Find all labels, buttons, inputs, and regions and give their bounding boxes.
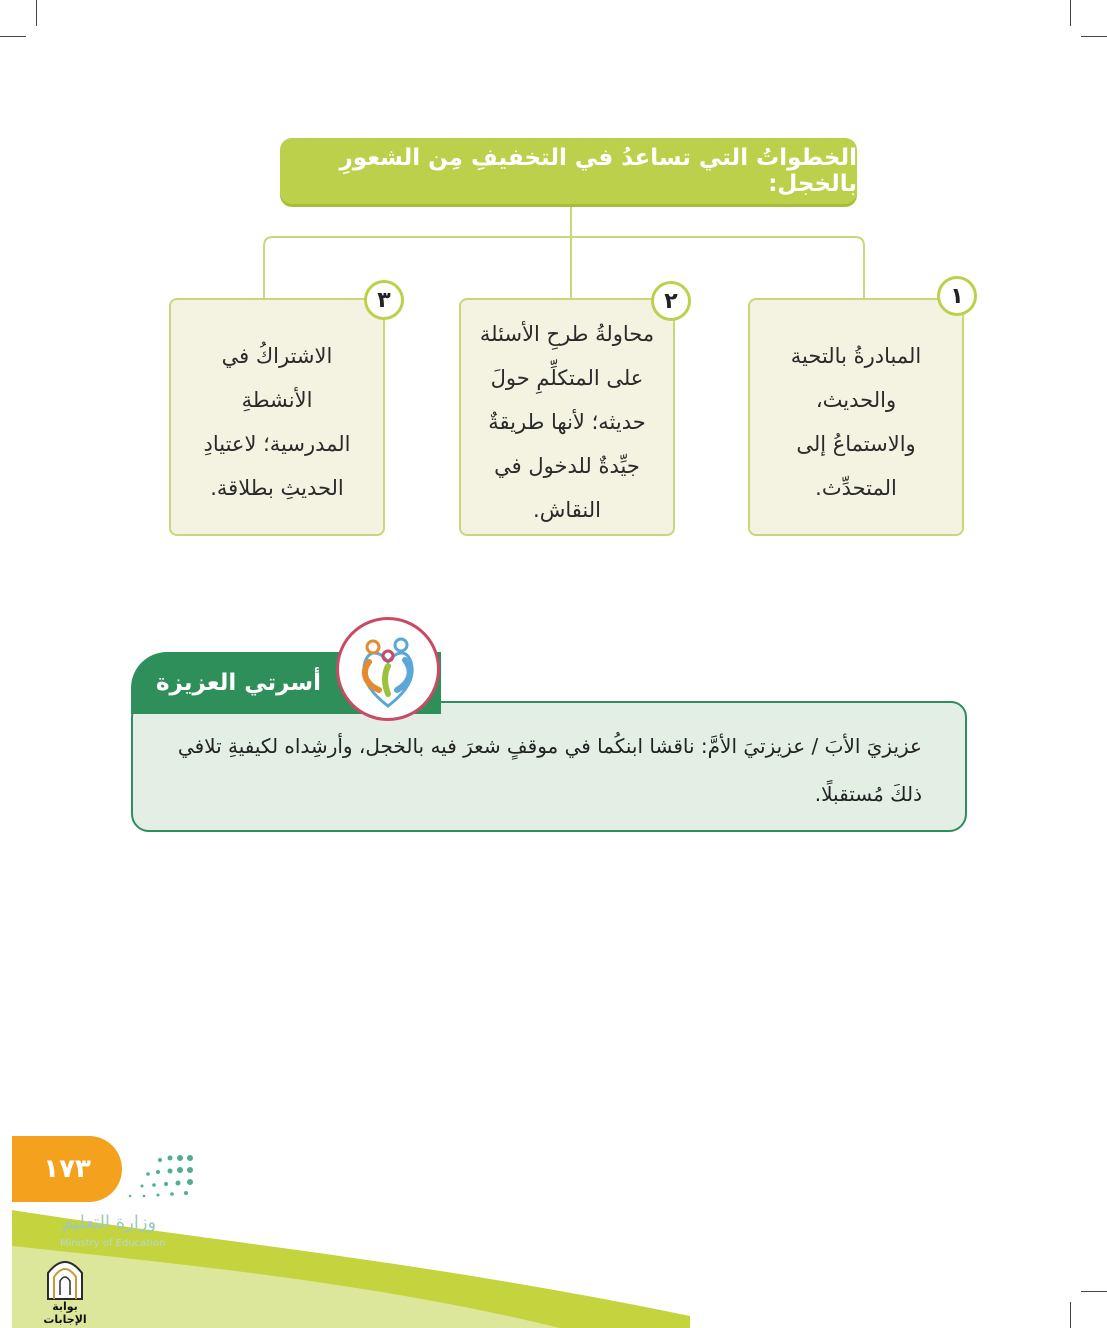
portal-label: بوابة الإجابات — [43, 1300, 87, 1326]
crop-mark — [1081, 1291, 1107, 1292]
step-card-2 — [459, 298, 675, 536]
family-heading: أسرتي العزيزة — [131, 652, 441, 714]
diagram-title: الخطواتُ التي تساعدُ في التخفيفِ مِن الشعورِ بالخجل: — [280, 138, 857, 204]
portal-logo-icon — [44, 1255, 86, 1301]
step-number-badge: ٢ — [651, 281, 691, 321]
step-card-3 — [169, 298, 385, 536]
step-text: الاشتراكُ في الأنشطةِ المدرسية؛ لاعتيادِ الحديثِ بطلاقة. — [203, 344, 351, 500]
page-number: ١٧٣ — [12, 1136, 122, 1202]
step-number-badge: ٣ — [364, 280, 404, 320]
step-number-badge: ١ — [937, 276, 977, 316]
ministry-name-ar: وزارة التعليم — [62, 1212, 157, 1233]
crop-mark — [1070, 1302, 1071, 1328]
step-card-1 — [748, 298, 964, 536]
step-text: محاولةُ طرحِ الأسئلة على المتكلِّمِ حولَ حديثه؛ لأنها طريقةٌ جيِّدةٌ للدخول في النقاش. — [479, 322, 655, 522]
family-note-text: عزيزيَ الأبَ / عزيزتيَ الأمَّ: ناقشا ابنكُما في موقفٍ شعرَ فيه بالخجل، وأرشِداه لكيفيةِ تلافي ذلكَ مُستقبلًا. — [177, 734, 922, 806]
ministry-name-en: Ministry of Education — [60, 1238, 166, 1249]
step-text: المبادرةُ بالتحية والحديث، والاستماعُ إلى المتحدِّث. — [790, 344, 922, 500]
family-icon — [336, 617, 440, 721]
ministry-logo-icon — [60, 1150, 200, 1200]
